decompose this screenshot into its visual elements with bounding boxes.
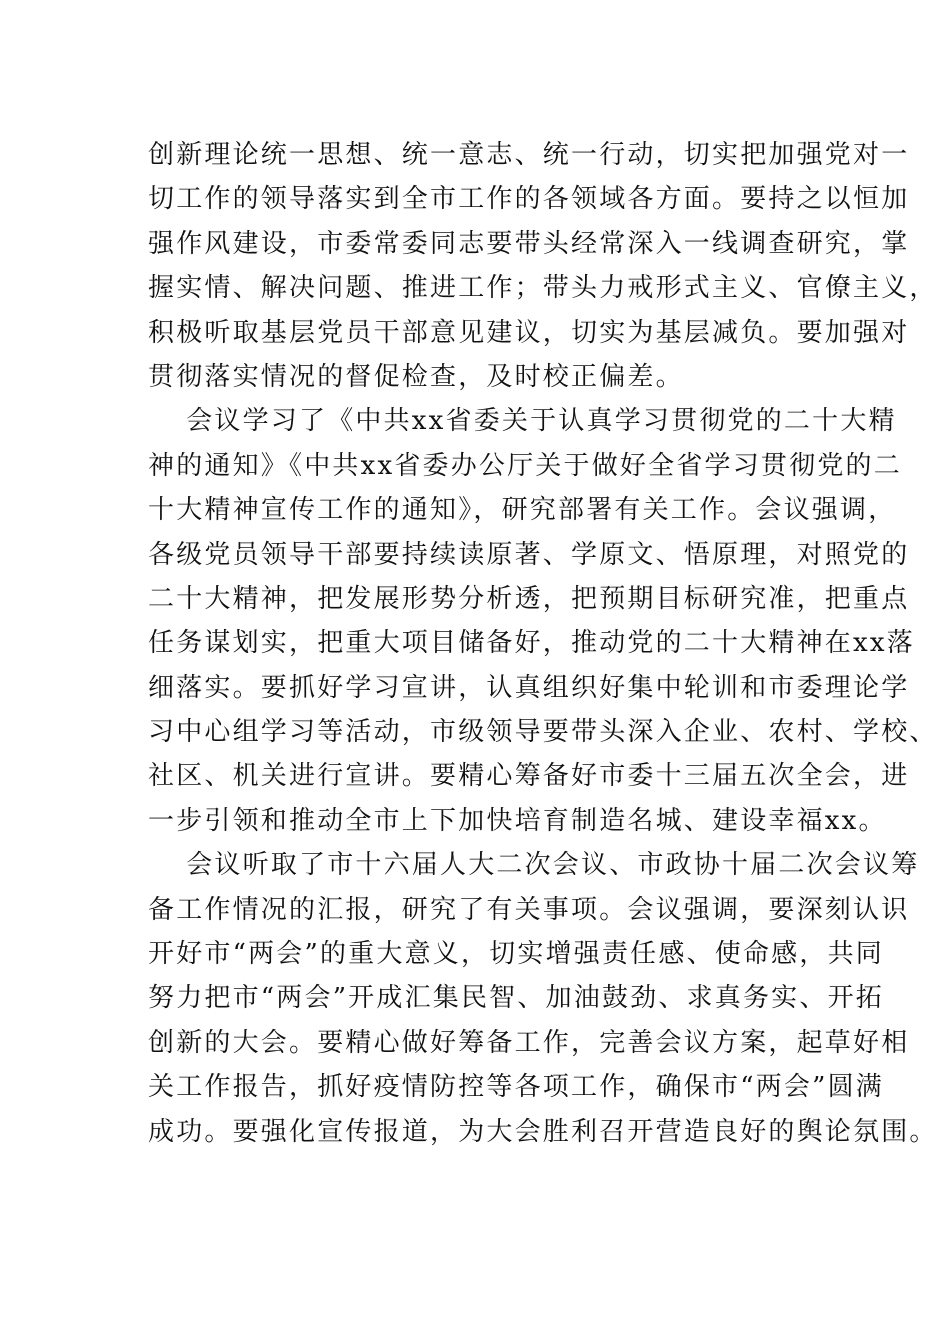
text-line: 细落实。要抓好学习宣讲，认真组织好集中轮训和市委理论学 [148, 672, 910, 703]
text-line: 会议学习了《中共xx省委关于认真学习贯彻党的二十大精 [158, 406, 897, 437]
text-line: 各级党员领导干部要持续读原著、学原文、悟原理，对照党的 [148, 539, 910, 570]
text-line: 贯彻落实情况的督促检查，及时校正偏差。 [148, 361, 684, 392]
text-line: 创新理论统一思想、统一意志、统一行动，切实把加强党对一 [148, 140, 910, 170]
document-body [148, 133, 938, 1154]
text-line: 成功。要强化宣传报道，为大会胜利召开营造良好的舆论氛围。 [148, 1116, 938, 1147]
text-line: 备工作情况的汇报，研究了有关事项。会议强调，要深刻认识 [148, 894, 910, 925]
text-line: 社区、机关进行宣讲。要精心筹备好市委十三届五次全会，进 [148, 761, 910, 792]
text-line: 积极听取基层党员干部意见建议，切实为基层减负。要加强对 [148, 317, 910, 348]
text-line: 关工作报告，抓好疫情防控等各项工作，确保市“两会”圆满 [148, 1072, 884, 1103]
text-line: 握实情、解决问题、推进工作；带头力戒形式主义、官僚主义， [148, 273, 938, 304]
paragraph-2 [148, 399, 938, 843]
text-line: 强作风建设，市委常委同志要带头经常深入一线调查研究，掌 [148, 228, 910, 259]
text-line: 创新的大会。要精心做好筹备工作，完善会议方案，起草好相 [148, 1027, 910, 1058]
text-line: 切工作的领导落实到全市工作的各领域各方面。要持之以恒加 [148, 184, 910, 215]
text-line: 开好市“两会”的重大意义，切实增强责任感、使命感，共同 [148, 939, 884, 970]
paragraph-3 [148, 843, 938, 1154]
text-line: 神的通知》《中共xx省委办公厅关于做好全省学习贯彻党的二 [148, 450, 902, 481]
text-line: 二十大精神，把发展形势分析透，把预期目标研究准，把重点 [148, 583, 910, 614]
text-line: 一步引领和推动全市上下加快培育制造名城、建设幸福xx。 [148, 805, 887, 836]
text-line: 努力把市“两会”开成汇集民智、加油鼓劲、求真务实、开拓 [148, 983, 884, 1014]
text-line: 习中心组学习等活动，市级领导要带头深入企业、农村、学校、 [148, 717, 938, 748]
text-line: 十大精神宣传工作的通知》，研究部署有关工作。会议强调， [148, 495, 897, 526]
text-line: 会议听取了市十六届人大二次会议、市政协十届二次会议筹 [158, 850, 920, 881]
text-line: 任务谋划实，把重大项目储备好，推动党的二十大精神在xx落 [148, 628, 915, 659]
paragraph-1 [148, 133, 938, 399]
